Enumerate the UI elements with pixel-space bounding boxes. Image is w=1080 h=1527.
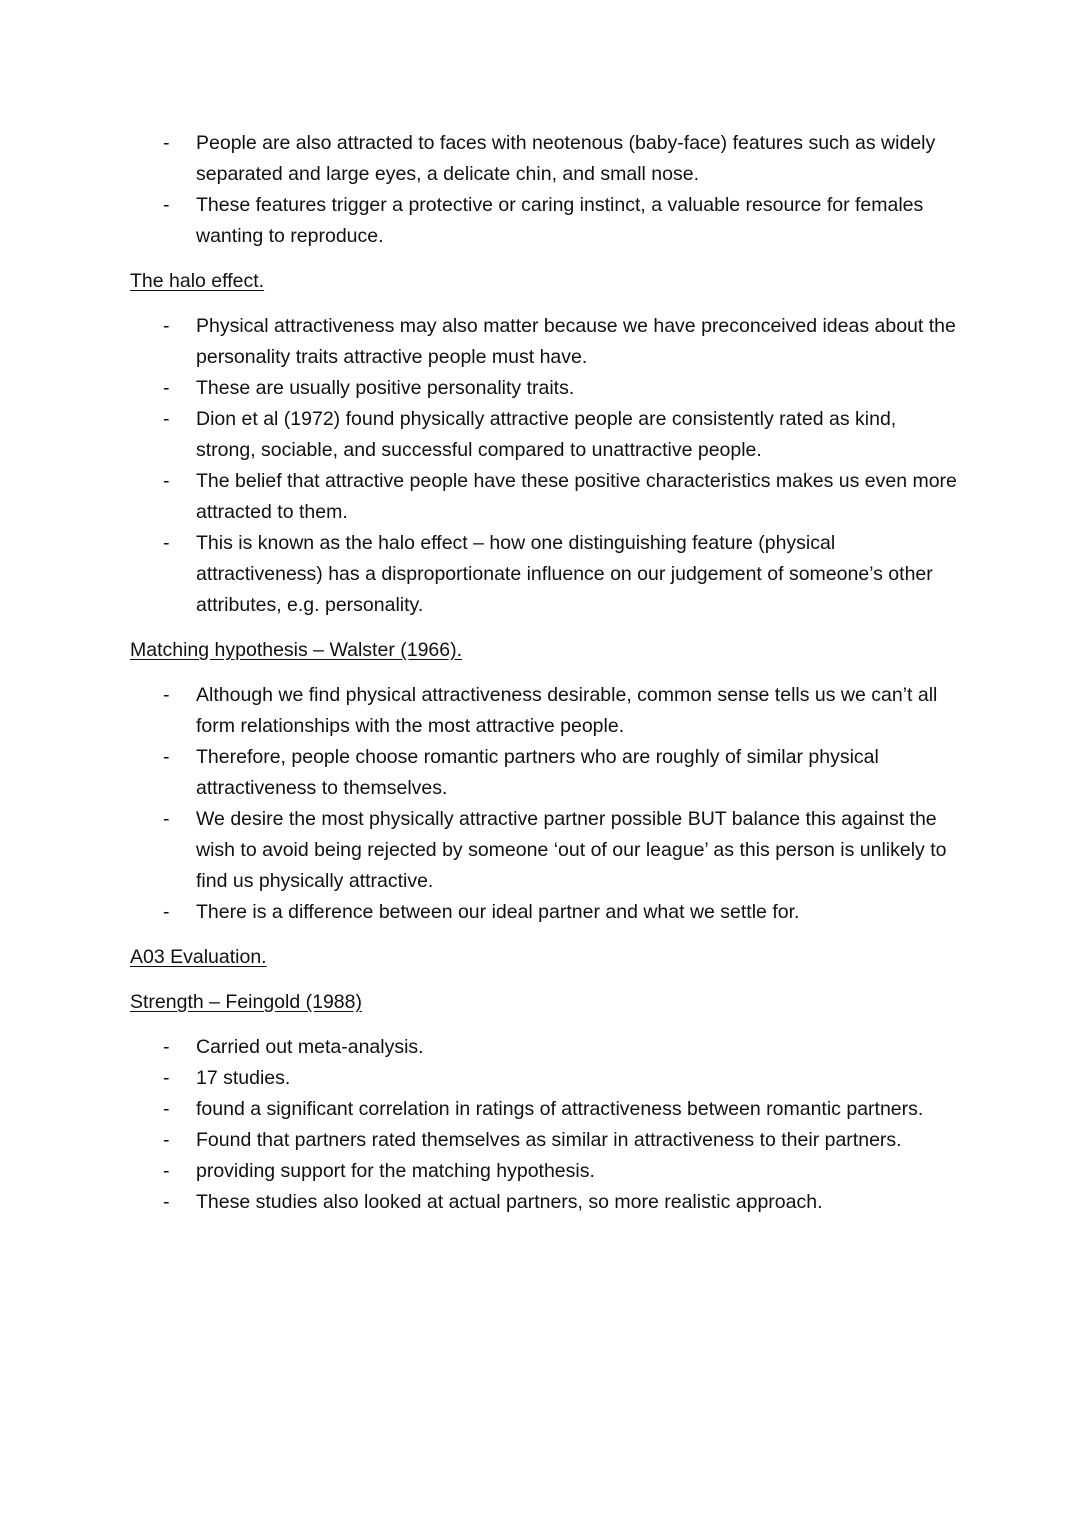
document-content	[130, 128, 960, 1218]
bullet-text: These features trigger a protective or caring instinct, a valuable resource for females wanting to reproduce.	[196, 194, 924, 247]
bullet-text: 17 studies.	[196, 1067, 291, 1089]
bullet-marker: -	[163, 1160, 170, 1182]
bullet-marker: -	[163, 901, 170, 923]
bullet-marker: -	[163, 132, 170, 154]
list-item	[130, 1125, 960, 1156]
bullet-text: We desire the most physically attractive partner possible BUT balance this against the wish to avoid being rejected by someone ‘out of our league’ as this person is unlikely to find us physically attractive.	[196, 808, 947, 892]
bullet-marker: -	[163, 532, 170, 554]
bullet-text: found a significant correlation in ratings of attractiveness between romantic partners.	[196, 1098, 924, 1120]
list-item	[130, 1063, 960, 1094]
list-item	[130, 804, 960, 897]
bullet-list-neoteny	[130, 128, 960, 252]
bullet-marker: -	[163, 470, 170, 492]
bullet-marker: -	[163, 1098, 170, 1120]
list-item	[130, 466, 960, 528]
bullet-text: The belief that attractive people have these positive characteristics makes us even more attracted to them.	[196, 470, 957, 523]
bullet-text: Found that partners rated themselves as similar in attractiveness to their partners.	[196, 1129, 902, 1151]
bullet-text: Physical attractiveness may also matter because we have preconceived ideas about the personality traits attractive people must have.	[196, 315, 956, 368]
list-item	[130, 373, 960, 404]
bullet-text: People are also attracted to faces with neotenous (baby-face) features such as widely separated and large eyes, a delicate chin, and small nose.	[196, 132, 936, 185]
list-item	[130, 128, 960, 190]
bullet-marker: -	[163, 194, 170, 216]
list-item	[130, 528, 960, 621]
bullet-marker: -	[163, 684, 170, 706]
bullet-text: Carried out meta-analysis.	[196, 1036, 424, 1058]
bullet-marker: -	[163, 377, 170, 399]
bullet-list-matching-hypothesis	[130, 680, 960, 928]
list-item	[130, 680, 960, 742]
list-item	[130, 1187, 960, 1218]
bullet-marker: -	[163, 746, 170, 768]
bullet-text: These are usually positive personality traits.	[196, 377, 575, 399]
list-item	[130, 897, 960, 928]
bullet-marker: -	[163, 808, 170, 830]
bullet-marker: -	[163, 1129, 170, 1151]
bullet-marker: -	[163, 408, 170, 430]
list-item	[130, 1094, 960, 1125]
bullet-text: Although we find physical attractiveness desirable, common sense tells us we can’t all form relationships with the most attractive people.	[196, 684, 938, 737]
bullet-marker: -	[163, 1036, 170, 1058]
bullet-text: Dion et al (1972) found physically attractive people are consistently rated as kind, strong, sociable, and successful compared to unattractive people.	[196, 408, 897, 461]
bullet-marker: -	[163, 315, 170, 337]
bullet-text: There is a difference between our ideal partner and what we settle for.	[196, 901, 800, 923]
bullet-marker: -	[163, 1191, 170, 1213]
bullet-text: providing support for the matching hypothesis.	[196, 1160, 595, 1182]
bullet-list-feingold	[130, 1032, 960, 1218]
list-item	[130, 1156, 960, 1187]
bullet-text: These studies also looked at actual partners, so more realistic approach.	[196, 1191, 823, 1213]
section-heading-strength-feingold: Strength – Feingold (1988)	[130, 991, 362, 1013]
bullet-text: Therefore, people choose romantic partners who are roughly of similar physical attractiveness to themselves.	[196, 746, 879, 799]
section-heading-matching-hypothesis: Matching hypothesis – Walster (1966).	[130, 639, 463, 661]
list-item	[130, 311, 960, 373]
list-item	[130, 190, 960, 252]
list-item	[130, 1032, 960, 1063]
section-heading-halo-effect: The halo effect.	[130, 270, 265, 292]
list-item	[130, 404, 960, 466]
bullet-text: This is known as the halo effect – how one distinguishing feature (physical attractiveness) has a disproportionate influence on our judgement of someone’s other attributes, e.g. personality.	[196, 532, 933, 616]
bullet-list-halo-effect	[130, 311, 960, 621]
bullet-marker: -	[163, 1067, 170, 1089]
section-heading-a03-evaluation: A03 Evaluation.	[130, 946, 267, 968]
list-item	[130, 742, 960, 804]
